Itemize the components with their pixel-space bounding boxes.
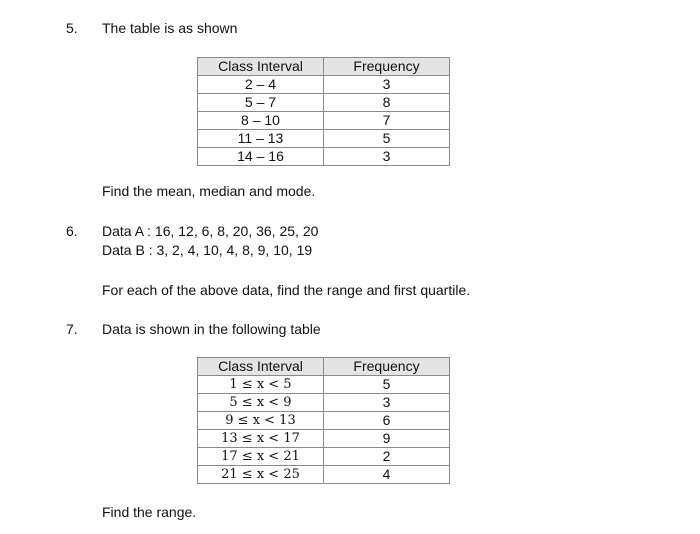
table-header-row: [198, 358, 450, 376]
table-row: [198, 112, 450, 130]
frequency-cell: 8: [324, 94, 450, 112]
table-row: [198, 76, 450, 94]
class-interval-cell: 21 ≤ x < 25: [198, 466, 324, 484]
q7-intro: Data is shown in the following table: [102, 321, 321, 337]
frequency-cell: 7: [324, 112, 450, 130]
table-row: [198, 412, 450, 430]
q7-frequency-table: [197, 357, 450, 484]
frequency-cell: 5: [324, 376, 450, 394]
class-interval-cell: 5 ≤ x < 9: [198, 394, 324, 412]
q7-question: Find the range.: [102, 504, 197, 520]
frequency-cell: 9: [324, 430, 450, 448]
class-interval-cell: 8 – 10: [198, 112, 324, 130]
table-row: [198, 394, 450, 412]
table-row: [198, 448, 450, 466]
frequency-cell: 5: [324, 130, 450, 148]
q6-question: For each of the above data, find the range and first quartile.: [102, 282, 471, 298]
frequency-cell: 3: [324, 76, 450, 94]
column-header-class-interval: Class Interval: [198, 58, 324, 76]
table-row: [198, 466, 450, 484]
frequency-cell: 4: [324, 466, 450, 484]
class-interval-cell: 9 ≤ x < 13: [198, 412, 324, 430]
column-header-frequency: Frequency: [324, 358, 450, 376]
table-header-row: [198, 58, 450, 76]
table-row: [198, 130, 450, 148]
q5-question: Find the mean, median and mode.: [102, 183, 316, 199]
class-interval-cell: 17 ≤ x < 21: [198, 448, 324, 466]
column-header-class-interval: Class Interval: [198, 358, 324, 376]
column-header-frequency: Frequency: [324, 58, 450, 76]
frequency-cell: 3: [324, 148, 450, 166]
q7-number: 7.: [66, 321, 78, 337]
table-row: [198, 148, 450, 166]
table-row: [198, 94, 450, 112]
q5-number: 5.: [66, 20, 78, 36]
class-interval-cell: 5 – 7: [198, 94, 324, 112]
class-interval-cell: 14 – 16: [198, 148, 324, 166]
class-interval-cell: 13 ≤ x < 17: [198, 430, 324, 448]
table-row: [198, 376, 450, 394]
frequency-cell: 6: [324, 412, 450, 430]
frequency-cell: 2: [324, 448, 450, 466]
q5-frequency-table: [197, 57, 450, 166]
q6-data-a: Data A : 16, 12, 6, 8, 20, 36, 25, 20: [102, 223, 319, 239]
class-interval-cell: 2 – 4: [198, 76, 324, 94]
frequency-cell: 3: [324, 394, 450, 412]
q5-intro: The table is as shown: [102, 20, 238, 36]
class-interval-cell: 1 ≤ x < 5: [198, 376, 324, 394]
q6-data-b: Data B : 3, 2, 4, 10, 4, 8, 9, 10, 19: [102, 242, 313, 258]
class-interval-cell: 11 – 13: [198, 130, 324, 148]
q6-number: 6.: [66, 223, 78, 239]
table-row: [198, 430, 450, 448]
